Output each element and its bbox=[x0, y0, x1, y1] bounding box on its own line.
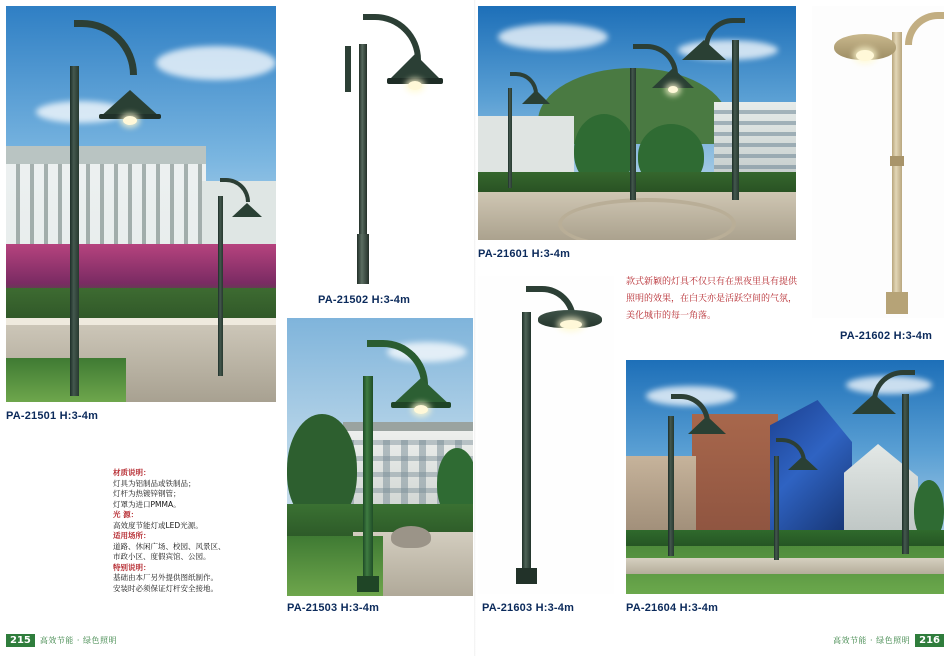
footer-right bbox=[828, 633, 944, 648]
lamp-bulb bbox=[414, 405, 428, 414]
spec-block bbox=[113, 468, 273, 594]
product-photo-pa-21603 bbox=[478, 276, 614, 594]
note-block: 款式新颖的灯具不仅只有在黑夜里具有提供照明的效果，在白天亦是活跃空间的气氛，美化城市的每一角落。 bbox=[626, 277, 798, 321]
spec-line-3: 灯罩为进口PMMA。 bbox=[113, 499, 181, 509]
spec-line-2: 灯杆为热镀锌钢管； bbox=[113, 489, 181, 498]
spec-special-value-2: 安装时必须保证灯杆安全接地。 bbox=[113, 583, 218, 593]
grass-strip bbox=[6, 358, 126, 402]
lamp-bulb bbox=[560, 320, 582, 329]
page-number-right: 216 bbox=[915, 634, 944, 647]
lamp-pole-left bbox=[668, 416, 674, 556]
spec-apply-label: 适用场所： bbox=[113, 531, 151, 540]
pole-bracket bbox=[345, 46, 351, 92]
cloud bbox=[156, 46, 276, 80]
lamp-pole-2 bbox=[218, 196, 223, 376]
lamp-bulb bbox=[408, 81, 422, 90]
footer-text-right: 高效节能 · 绿色照明 bbox=[832, 636, 911, 645]
lamp-pole bbox=[70, 66, 79, 396]
lamp-pole-right bbox=[732, 40, 739, 200]
caption-pa-21502: PA-21502 H:3-4m bbox=[318, 294, 411, 306]
lamp-pole bbox=[522, 312, 531, 584]
lamp-bulb bbox=[123, 116, 137, 125]
caption-pa-21604: PA-21604 H:3-4m bbox=[626, 602, 719, 614]
lamp-bulb bbox=[856, 50, 874, 61]
pole-base bbox=[516, 568, 537, 584]
spec-special-label: 特别说明： bbox=[113, 562, 151, 572]
lamp-pole-left bbox=[508, 88, 512, 188]
spec-title: 材质说明： bbox=[113, 468, 151, 477]
building-left bbox=[478, 116, 574, 176]
caption-pa-21602: PA-21602 H:3-4m bbox=[840, 330, 933, 342]
rock bbox=[391, 526, 431, 548]
lamp-pole-right bbox=[902, 394, 909, 554]
spec-apply-value-2: 市政小区、度假宾馆、公园。 bbox=[113, 552, 211, 561]
spec-light-source-label: 光 源： bbox=[113, 510, 139, 519]
product-photo-pa-21503 bbox=[287, 318, 473, 596]
pole-joint bbox=[890, 156, 904, 166]
product-photo-pa-21602 bbox=[812, 6, 944, 318]
spec-apply-value-1: 道路、休闲广场、校园、风景区、 bbox=[113, 541, 226, 551]
pole-taper bbox=[357, 234, 369, 284]
cloud bbox=[498, 24, 608, 50]
caption-pa-21501: PA-21501 H:3-4m bbox=[6, 410, 99, 422]
page-number-left: 215 bbox=[6, 634, 35, 647]
lamp-pole-center bbox=[630, 68, 636, 200]
product-photo-pa-21501 bbox=[6, 6, 276, 402]
spec-special-value-1: 基础由本厂另外提供图纸制作。 bbox=[113, 573, 218, 582]
pole-base bbox=[886, 292, 908, 314]
lamp-bulb-center bbox=[668, 86, 678, 93]
lamp-pole bbox=[363, 376, 373, 588]
building-right-windows bbox=[714, 110, 796, 174]
spec-line-1: 灯具为铝制品或铁制品； bbox=[113, 478, 196, 488]
caption-pa-21601: PA-21601 H:3-4m bbox=[478, 248, 571, 260]
building-columns bbox=[6, 164, 206, 256]
footer-left bbox=[6, 633, 122, 648]
building-roof bbox=[6, 146, 206, 164]
path bbox=[626, 558, 944, 574]
lamp-pole-mid bbox=[774, 456, 779, 560]
caption-pa-21603: PA-21603 H:3-4m bbox=[482, 602, 575, 614]
lamp-pole bbox=[892, 32, 902, 314]
product-photo-pa-21604 bbox=[626, 360, 944, 594]
product-photo-pa-21601 bbox=[478, 6, 796, 240]
building-left-wing bbox=[626, 456, 696, 540]
walkway-edge bbox=[6, 318, 276, 325]
page-spine bbox=[474, 0, 476, 656]
caption-pa-21503: PA-21503 H:3-4m bbox=[287, 602, 380, 614]
product-photo-pa-21502 bbox=[287, 6, 462, 288]
footer-text-left: 高效节能 · 绿色照明 bbox=[39, 636, 118, 645]
spec-light-source-value: 高效度节能灯或LED光源。 bbox=[113, 520, 203, 530]
pole-base bbox=[357, 576, 379, 592]
